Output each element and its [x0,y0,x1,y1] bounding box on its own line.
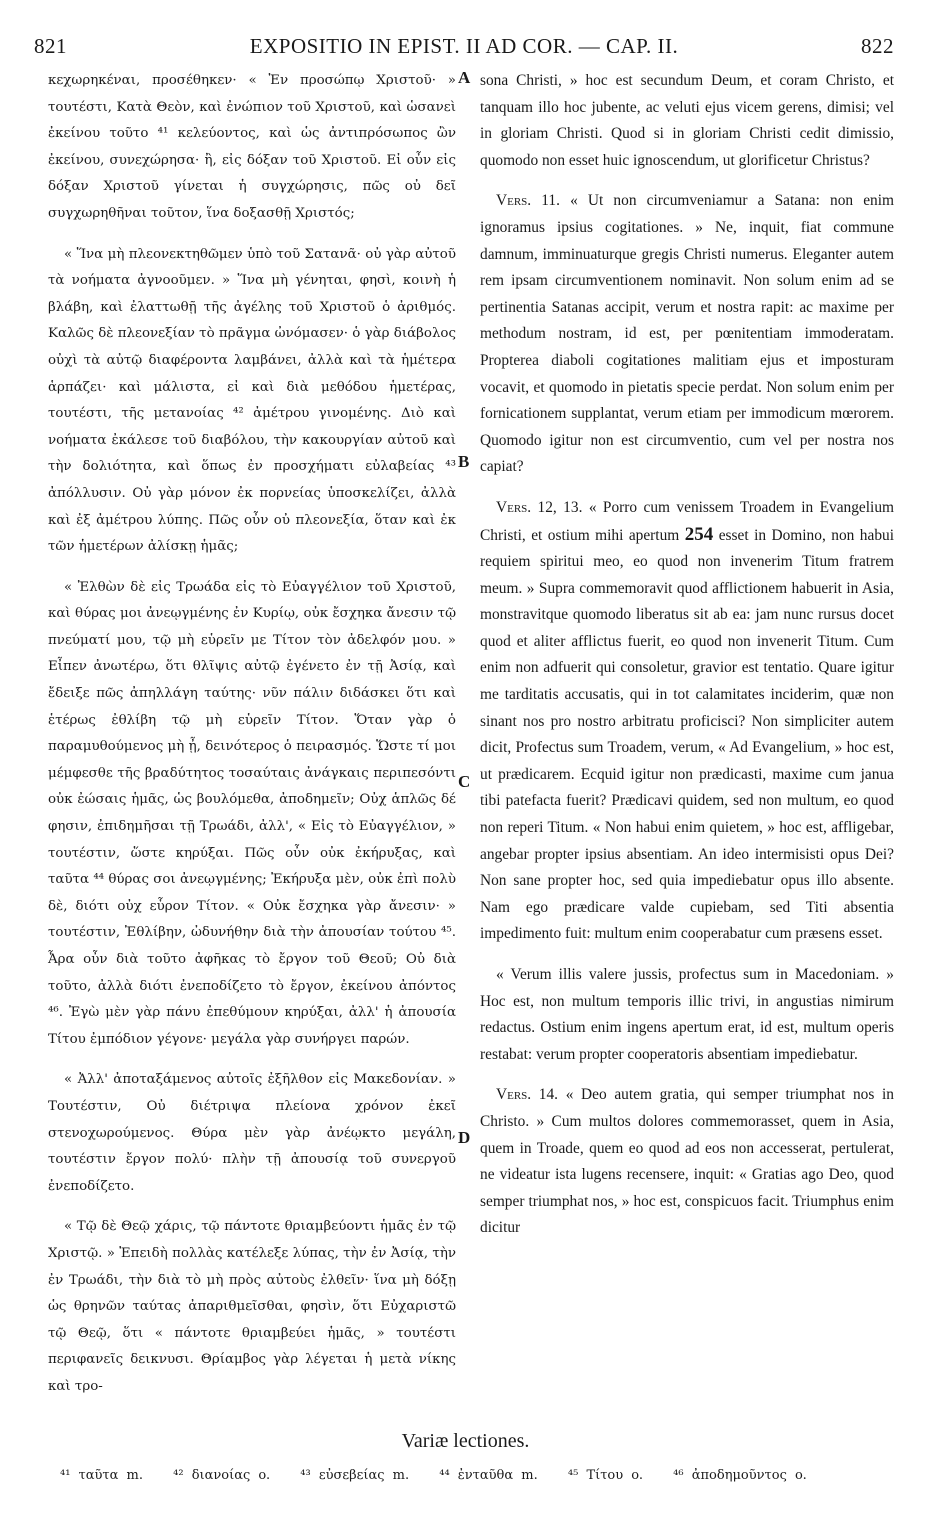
verse-number: Vers. 12, 13. [496,498,583,516]
margin-letter-d: D [458,1128,471,1147]
verse-number: Vers. 14. [496,1086,559,1104]
greek-paragraph: κεχωρηκέναι, προσέθηκεν· « Ἐν προσώπῳ Χριστοῦ· » τουτέστι, Κατὰ Θεὸν, καὶ ἐνώπιον τοῦ Χριστοῦ, καὶ ὡσανεὶ ἐκείνου τοῦτο ⁴¹ κελεύοντος, καὶ ὡς ἀντιπρόσωπος ὢν ἐκείνου, συνεχώρησα· ἢ, εἰς δόξαν τοῦ Χριστοῦ. Εἰ οὖν εἰς δόξαν Χριστοῦ γίνεται ἡ συγχώρησις, πῶς οὐ δεῖ συγχωρηθῆναι τοῦτον, ἵνα δοξασθῇ Χριστός; [48,73,456,221]
page-number-left: 821 [34,34,67,58]
latin-paragraph [480,1082,894,1242]
latin-text: esset in Domino, non habui requiem spiritui meo, eo quod non invenerim Titum fratrem meum. » Supra commemoravit quod afflictionem habuerit in Asia, monstravitque quomodo liberatus sit ab ea: jam nunc rursus docet quod et aliter afflictus fuerit, eo quod non invenerit Titum. Cum enim non adfuerit qui consoletur, gravior est tentatio. Quare igitur me tarditatis accusatis, qui in tot calamitates inciderim, quæ non sinant nos pro nostro arbitratu proficisci? Non simpliciter autem dicit, Profectus sum Troadem, verum, « Ad Evangelium, » hoc est, ut prædicarem. Ecquid igitur non prædicasti, maxime cum janua tibi patefacta fuerit? Prædicavi quidem, sed non multum, eo quod non reperi Titum. « Non habui enim quietem, » hoc est, affligebar, angebar propter ipsius absentiam. An ideo intermisisti opus Dei? Non sane propter hoc, sed quia impediebatur opus illo absente. Nam ego prædicare valde cupiebam, sed Titi absentia impedimento fuit: multum enim cooperabatur cum præsens esset. [480,526,894,943]
variant-reading: ⁴⁵ Τίτου o. [567,1468,644,1483]
variant-reading: ⁴³ εὐσεβείας m. [300,1468,410,1483]
running-header [34,34,894,62]
variae-lectiones-list [60,1468,900,1483]
greek-paragraph: « Ἐλθὼν δὲ εἰς Τρωάδα εἰς τὸ Εὐαγγέλιον τοῦ Χριστοῦ, καὶ θύρας μοι ἀνεῳγμένης ἐν Κυρίῳ, οὐκ ἔσχηκα ἄνεσιν τῷ πνεύματί μου, τῷ μὴ εὑρεῖν με Τίτον τὸν ἀδελφόν μου. » Εἶπεν ἀνωτέρω, ὅτι θλῖψις αὐτῷ ἐγένετο ἐν τῇ Ἀσίᾳ, καὶ ἔδειξε πῶς ἀπηλλάγη ταύτης· νῦν πάλιν διδάσκει ὅτι καὶ ἑτέρως ἐθλίβη τῷ μὴ εὑρεῖν Τίτον. Ὅταν γὰρ ὁ παραμυθούμενος μὴ ᾖ, δεινότερος ὁ πειρασμός. Ὥστε τί μοι μέμφεσθε τῆς βραδύτητος τοσαύταις ἀνάγκαις περιπεσόντι οὐκ ἐώσαις ἡμᾶς, ὡς βουλόμεθα, ἀποδημεῖν; Οὐχ ἁπλῶς δέ φησιν, ἐπιδημῆσαι τῇ Τρωάδι, ἀλλ', « Εἰς τὸ Εὐαγγέλιον, » τουτέστιν, ὥστε κηρύξαι. Πῶς οὖν οὐκ ἐκήρυξας, καὶ ταῦτα ⁴⁴ θύρας σοι ἀνεῳγμένης; Ἐκήρυξα μὲν, οὐκ ἐπὶ πολὺ δὲ, διότι οὐχ εὗρον Τίτον. « Οὐκ ἔσχηκα γὰρ ἄνεσιν· » τουτέστιν, Ἐθλίβην, ὠδυνήθην διὰ τὴν ἀπουσίαν τούτου ⁴⁵. Ἆρα οὖν διὰ τοῦτο ἀφῆκας τὸ ἔργον τοῦ Θεοῦ; Οὐ διὰ τοῦτο, ἀλλὰ διότι ἐνεποδίζετο τὸ ἔργον, ἐκείνου ἀπόντος ⁴⁶. Ἐγὼ μὲν γὰρ πάνυ ἐπεθύμουν κηρύξαι, ἀλλ' ἡ ἀπουσία Τίτου ἐμπόδιον γέγονε· μεγάλα γὰρ συνήργει παρών. [48,579,456,1047]
variant-reading: ⁴⁴ ἐνταῦθα m. [439,1468,538,1483]
running-title: EXPOSITIO IN EPIST. II AD COR. — CAP. II. [249,34,679,58]
greek-paragraph: « Ἀλλ' ἀποταξάμενος αὐτοῖς ἐξῆλθον εἰς Μακεδονίαν. » Τουτέστιν, Οὐ διέτριψα πλείονα χρόνον ἐκεῖ στενοχωρούμενος. Θύρα μὲν γὰρ ἀνέῳκτο μεγάλη, τουτέστιν ἔργον πολύ· πλὴν τῇ ἀπουσίᾳ τοῦ συνεργοῦ ἐνεποδίζετο. [48,1072,456,1194]
latin-paragraph: « Verum illis valere jussis, profectus sum in Macedoniam. » Hoc est, non multum temporis illic trivi, in angustias nimirum redactus. Ostium enim ingens apertum erat, id est, multum operis restabat: verum propter cooperatoris absentiam impediebatur. [480,966,894,1063]
latin-paragraph [480,495,894,948]
page-number-right: 822 [861,34,894,58]
variant-reading: ⁴⁶ ἀποδημοῦντος o. [673,1468,807,1483]
latin-paragraph [480,188,894,481]
latin-paragraph: sona Christi, » hoc est secundum Deum, et coram Christo, et tanquam illo hoc jubente, ac veluti ejus vicem gerens, dimisi; vel in gloriam Christi. Quod si in gloriam Christi cedit dimissio, quomodo non esset huic ignoscendum, ut glorificetur Christus? [480,72,894,169]
variae-lectiones-title: Variæ lectiones. [401,1430,530,1452]
page-marker: 254 [684,523,714,545]
margin-letter-b: B [458,452,470,471]
margin-letter-a: A [458,68,471,87]
greek-paragraph: « Τῷ δὲ Θεῷ χάρις, τῷ πάντοτε θριαμβεύοντι ἡμᾶς ἐν τῷ Χριστῷ. » Ἐπειδὴ πολλὰς κατέλεξε λύπας, τὴν ἐν Ἀσίᾳ, τὴν ἐν Τρωάδι, τὴν διὰ τὸ μὴ πρὸς αὐτοὺς ἐλθεῖν· ἵνα μὴ δόξῃ ὡς θρηνῶν ταύτας ἀπαριθμεῖσθαι, φησὶν, ὅτι Εὐχαριστῶ τῷ Θεῷ, ὅτι « πάντοτε θριαμβεύει ἡμᾶς, » τουτέστι περιφανεῖς δεικνυσι. Θρίαμβος γὰρ λέγεται ἡ μετὰ νίκης καὶ τρο- [48,1219,456,1394]
latin-text: « Ut non circumveniamur a Satana: non enim ignoramus ipsius cogitationes. » Ne, inquit, fiat commune damnum, imminuaturque gregis Christi numerus. Eleganter autem rem ipsam circumventionem nominavit. Non solum enim ad se pertinentia Satanas accipit, verum et nostra rapit: ac maxime per methodum nostram, id est, per pœnitentiam immoderatam. Propterea diaboli cogitationes malitiam ejus et imposturam vocavit, et quomodo in pietatis specie perdat. Non solum enim per fornicationem supplantat, verum etiam per immodicum mœrorem. Quomodo igitur non est circumventio, cum vel per nostra nos capiat? [480,192,894,476]
latin-text: « Porro cum venissem Troadem in Evangelium Christi, et ostium mihi apertum [480,498,894,544]
greek-column [48,68,456,1401]
latin-text: « Deo autem gratia, qui semper triumphat nos in Christo. » Cum multos dolores commemorasset, quem in Asia, quem in Troade, quem eo quod ad eos non accesserat, pertulerat, ne videatur ista lugens recensere, inquit: « Gratias ago Deo, quod semper triumphat nos, » hoc est, conspicuos facit. Triumphus enim dicitur [480,1086,894,1237]
greek-paragraph: « Ἵνα μὴ πλεονεκτηθῶμεν ὑπὸ τοῦ Σατανᾶ· οὐ γὰρ αὐτοῦ τὰ νοήματα ἀγνοοῦμεν. » Ἵνα μὴ γένηται, φησὶ, κοινὴ ἡ βλάβη, καὶ ἐλαττωθῇ τῆς ἀγέλης τοῦ Χριστοῦ ὁ ἀριθμός. Καλῶς δὲ πλεονεξίαν τὸ πρᾶγμα ὠνόμασεν· ὁ γὰρ διάβολος οὐχὶ τὰ αὐτῷ διαφέροντα λαμβάνει, ἀλλὰ καὶ τὰ ἡμέτερα ἁρπάζει· καὶ μάλιστα, εἰ καὶ διὰ μεθόδου ἡμετέρας, τουτέστι, τῆς μετανοίας ⁴² ἀμέτρου γινομένης. Διὸ καὶ νοήματα ἐκάλεσε τοῦ διαβόλου, τὴν κακουργίαν αὐτοῦ καὶ τὴν δολιότητα, καὶ ὅπως ἐν προσχήματι εὐλαβείας ⁴³ ἀπόλλυσιν. Οὐ γὰρ μόνον ἐκ πορνείας ὑποσκελίζει, ἀλλὰ καὶ ἐξ ἀμέτρου λύπης. Πῶς οὖν οὐ πλεονεξία, ὅταν καὶ ἐκ τῶν ἡμετέρων ἀλίσκῃ ἡμᾶς; [48,246,456,555]
latin-column [480,68,894,1242]
variant-reading: ⁴¹ ταῦτα m. [60,1468,143,1483]
margin-letter-c: C [458,772,471,791]
verse-number: Vers. 11. [496,192,560,210]
variant-reading: ⁴² διανοίας o. [173,1468,271,1483]
